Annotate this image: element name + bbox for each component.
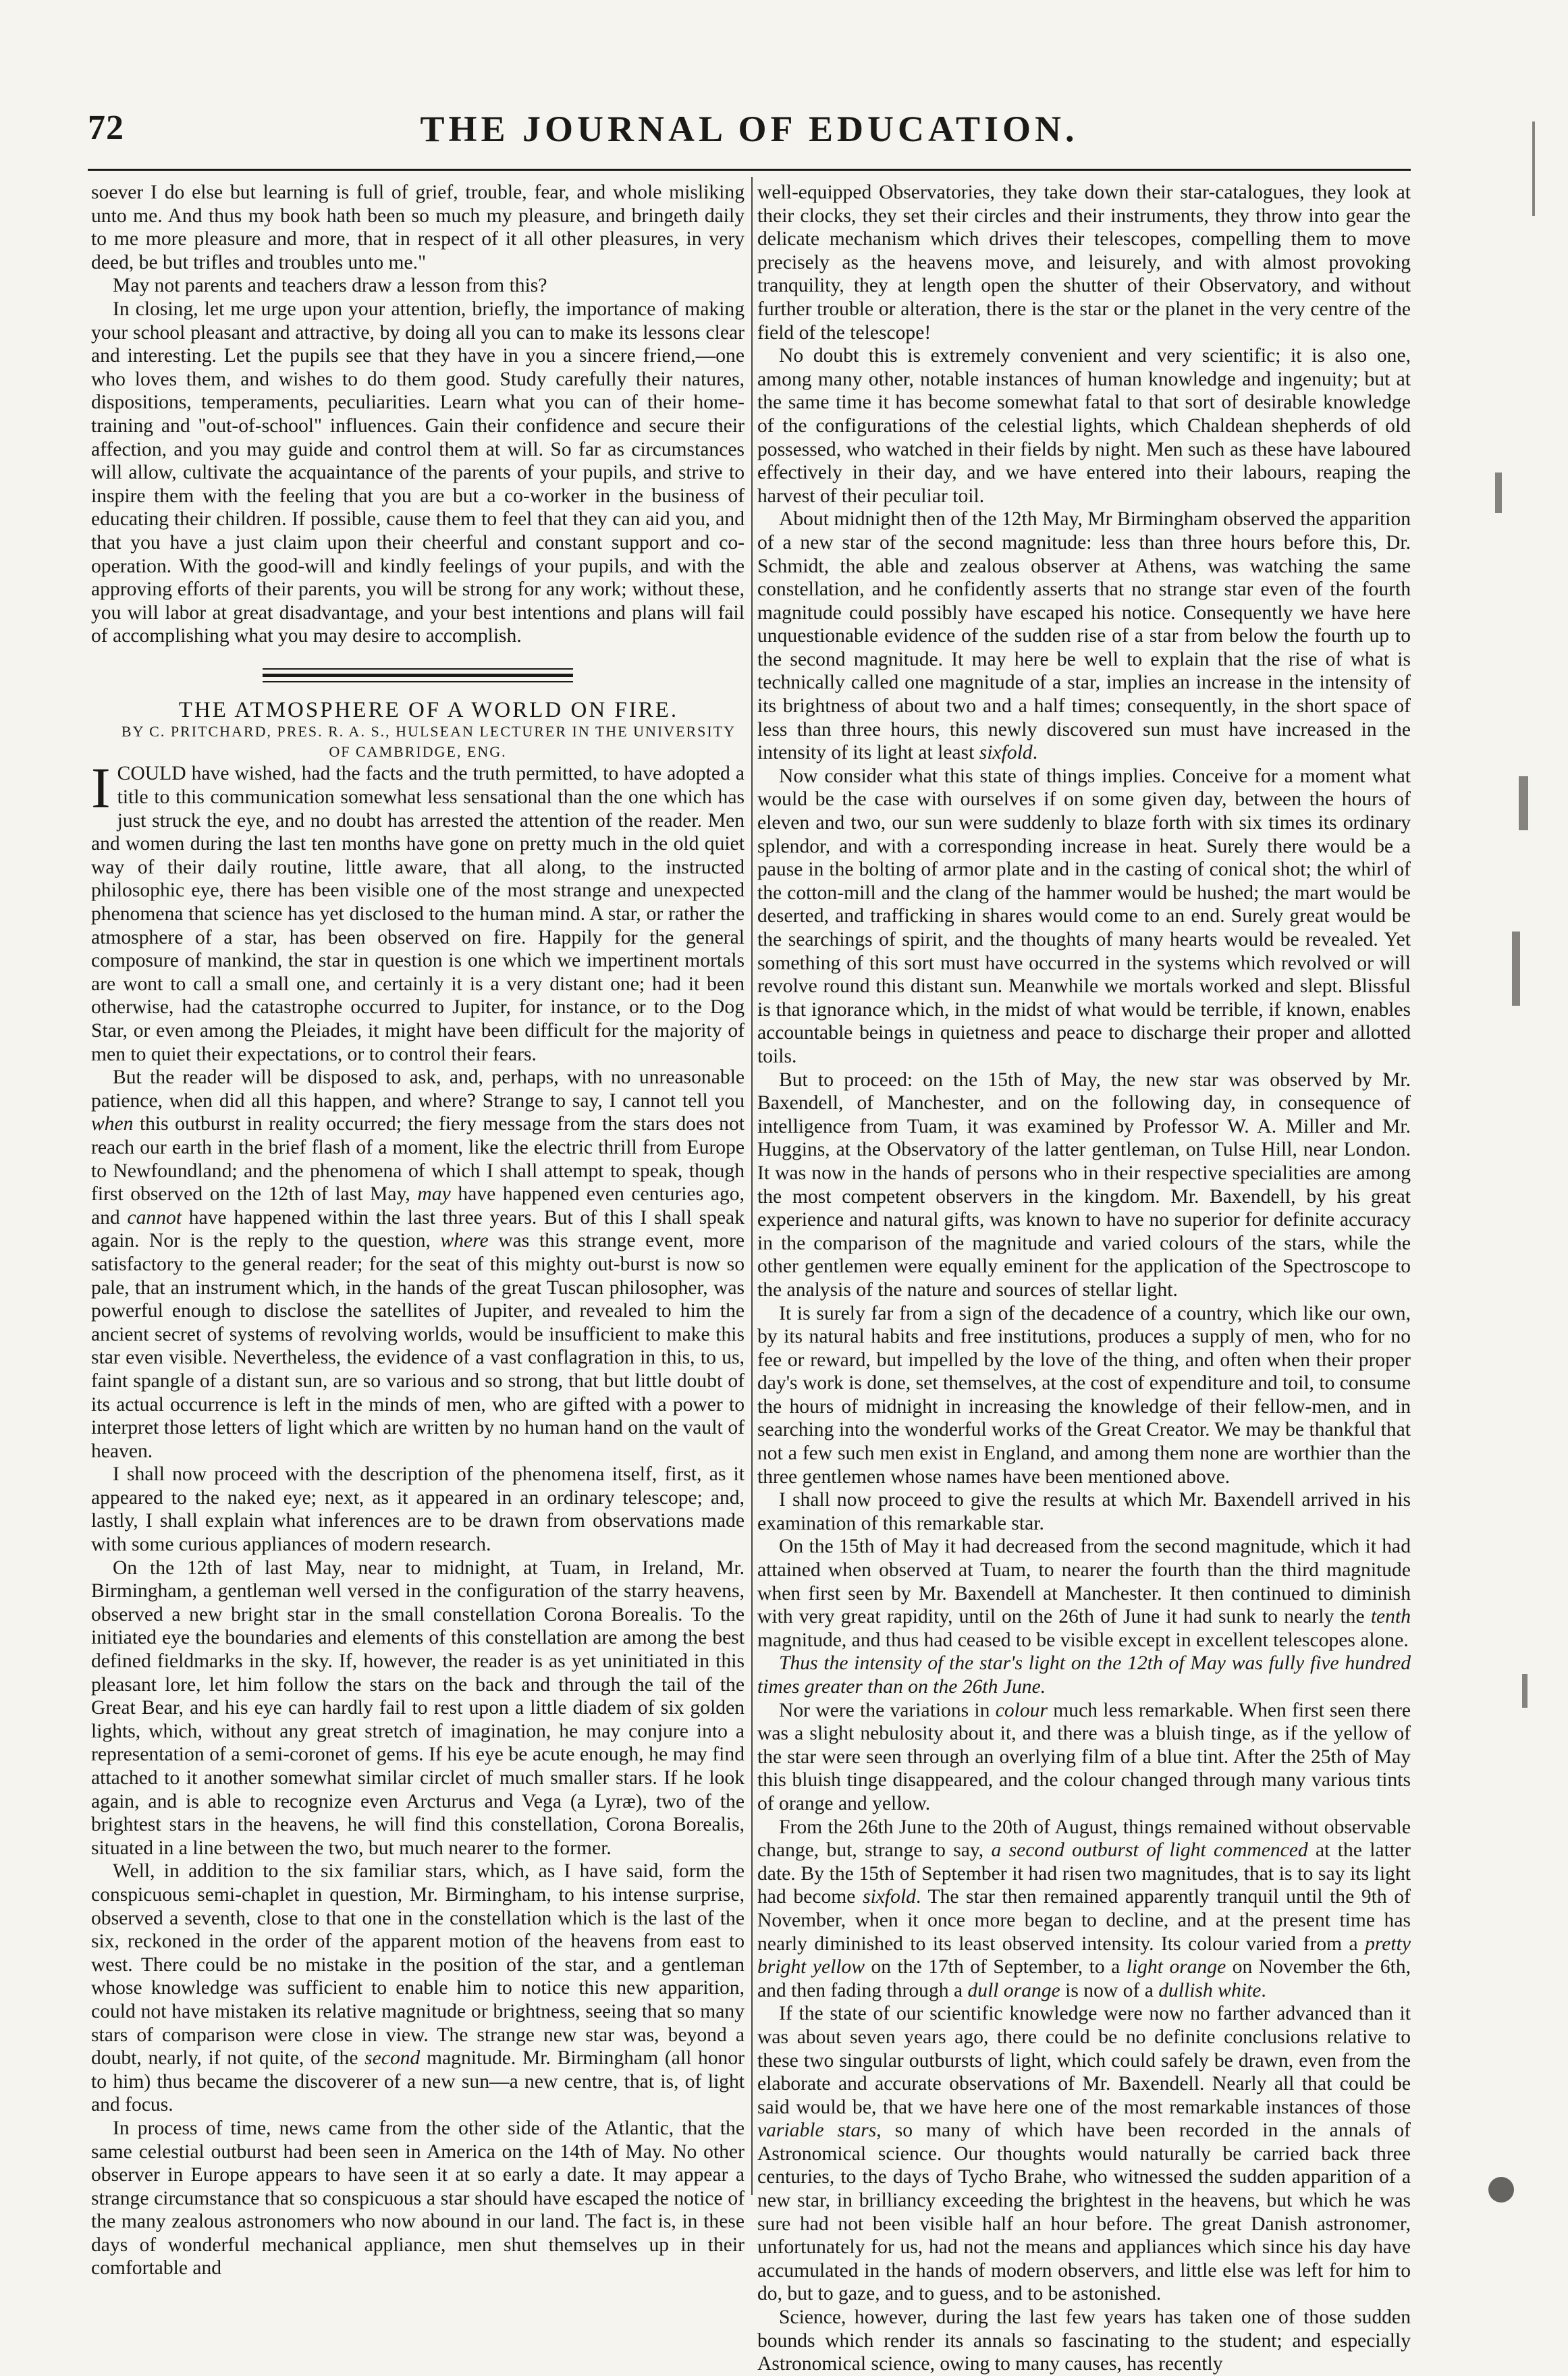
text-run: If the state of our scientific knowledge were now no farther advanced than it was about seven years ago, there could be no definite conclusions relative to these two singular outbursts of light, which could safely be drawn, even from the elaborate and accurate observations of Mr. Baxendell. Nearly all that could be said would be, that we have here one of the most remarkable instances of those <box>757 2003 1411 2118</box>
text-run: , so many of which have been recorded in the annals of Astronomical science. Our thoughts would naturally be carried back three centuries, to the days of Tycho Brahe, who witnessed the sudden apparition of a new star, in brilliancy exceeding the brightest in the heavens, but which he was sure had not been visible half an hour before. The great Danish astronomer, unfortunately for us, had not the means and appliances which since his day have accumulated in the hands of modern observers, and little else was left for him to do, but to gaze, and to guess, and to be astonished. <box>757 2120 1411 2305</box>
body-paragraph <box>757 1816 1411 2003</box>
italic-run: second <box>364 2047 421 2070</box>
page-number: 72 <box>88 109 124 147</box>
continued-paragraph: well-equipped Observatories, they take down their star-catalogues, they look at their clocks, they set their circles and their instruments, they throw into gear the delicate mechanism which drives their telescopes, compelling them to move precisely as the heavens move, and leisurely, and with almost provoking tranquility, they at length open the shutter of their Observatory, and without further trouble or alteration, there is the star or the planet in the very centre of the field of the telescope! <box>757 182 1411 344</box>
italic-run: may <box>417 1183 451 1206</box>
text-run: have happened even centuries ago, and <box>91 1183 745 1228</box>
body-paragraph: Now consider what this state of things implies. Conceive for a moment what would be the case with ourselves if on some given day, between the hours of eleven and two, our sun were suddenly to blaze forth with six times its ordinary splendor, and with a corresponding increase in heat. Surely there would be a pause in the bolting of armor plate and in the casting of conical shot; the whirl of the cotton-mill and the clang of the hammer would be hushed; the mart would be deserted, and trafficking in shares would come to an end. Surely great would be the searchings of spirit, and the thoughts of many hearts would be revealed. Yet something of this sort must have occurred in the systems which revolved or will revolve round this distant sun. Meanwhile we mortals worked and slept. Blissful is that ignorance which, in the midst of what would be terrible, if known, enables accountable beings in quietness and peace to discharge their proper and allotted toils. <box>757 765 1411 1067</box>
body-paragraph: In process of time, news came from the other side of the Atlantic, that the same celestial outburst had been seen in America on the 14th of May. No other observer in Europe appears to have seen it at so early a date. It may appear a strange circumstance that so conspicuous a star should have escaped the notice of the many zealous astronomers who now abound in our land. The fact is, in these days of wonderful mechanical appliance, men shut themselves up in their comfortable and <box>91 2117 745 2279</box>
italic-run: light orange <box>1126 1956 1226 1978</box>
body-paragraph <box>757 1535 1411 1652</box>
body-paragraph: In closing, let me urge upon your attention, briefly, the importance of making your school pleasant and attractive, by doing all you can to make its lessons clear and interesting. Let the pupils see that they have in you a sincere friend,—one who loves them, and wishes to do them good. Study carefully their natures, dispositions, temperaments, peculiarities. Learn what you can of their home-training and "out-of-school" influences. Gain their confidence and secure their affection, and you may guide and control them at will. So far as circumstances will allow, cultivate the acquaintance of the parents of your pupils, and strive to inspire them with the feeling that you are but a co-worker in the business of educating their children. If possible, cause them to feel that they can aid you, and that you have a just claim upon their cheerful and constant support and co-operation. With the good-will and kindly feelings of your pupils, and with the approving efforts of their parents, you will be strong for any work; without these, you will labor at great disadvantage, and your best intentions and plans will fail of accomplishing what you may desire to accomplish. <box>91 298 745 647</box>
text-run: on November the 6th, and then fading through a <box>757 1956 1411 2001</box>
text-run: Nor were the variations in <box>779 1699 996 1721</box>
header-rule <box>88 169 1411 171</box>
article-title: THE ATMOSPHERE OF A WORLD ON FIRE. <box>178 697 679 722</box>
article-byline: BY C. PRITCHARD, PRES. R. A. S., HULSEAN LECTURER IN THE UNIVERSITY OF CAMBRIDGE, ENG. <box>121 723 736 761</box>
first-paragraph <box>91 755 745 1066</box>
scan-edge-mark <box>1519 776 1528 830</box>
body-paragraph: But to proceed: on the 15th of May, the new star was observed by Mr. Baxendell, of Manchester, and on the following day, in consequence of intelligence from Tuam, it was examined by Professor W. A. Miller and Mr. Huggins, at the Observatory of the latter gentleman, on Tulse Hill, near London. It was now in the hands of persons who in their respective specialities are among the most competent observers in the kingdom. Mr. Baxendell, by his great experience and natural gifts, was known to have no superior for definite accuracy in the comparison of the magnitude and varied colours of the stars, while the other gentlemen were equally eminent for the application of the Spectroscope to the analysis of the nature and sources of stellar light. <box>757 1069 1411 1301</box>
text-run: magnitude. Mr. Birmingham (all honor to him) thus became the discoverer of a new sun—a new centre, that is, of light and focus. <box>91 2047 745 2116</box>
scan-edge-mark <box>1522 1674 1528 1708</box>
italic-run: tenth <box>1370 1606 1411 1628</box>
text-run: Well, in addition to the six familiar stars, which, as I have said, form the conspicuous semi-chaplet in question, Mr. Birmingham, to his intense surprise, observed a seventh, close to that one in the constellation which is the last of the six, reckoned in the order of the apparent motion of the heavens from east to west. There could be no mistake in the position of the star, and a gentleman whose knowledge was sufficient to enable him to notice this new apparition, could not have mistaken its relative magnitude or brightness, seeing that so many stars of comparison were close in view. The strange new star was, beyond a doubt, nearly, if not quite, of the <box>91 1860 745 2070</box>
body-paragraph: No doubt this is extremely convenient and very scientific; it is also one, among many other, notable instances of human knowledge and ingenuity; but at the same time it has become somewhat fatal to that sort of desirable knowledge of the configurations of the celestial lights, which Chaldean shepherds of old possessed, who watched in their fields by night. Men such as these have laboured effectively in their day, and we have entered into their labours, reaping the harvest of their peculiar toil. <box>757 345 1411 507</box>
italic-run: where <box>440 1230 489 1252</box>
first-paragraph-text: COULD have wished, had the facts and the truth permitted, to have adopted a title to this communication somewhat less sensational than the one which has just struck the eye, and no doubt has arrested the attention of the reader. Men and women during the last ten months have gone on pretty much in the old quiet way of their daily routine, little aware, that all along, to the instructed philosophic eye, there has been visible one of the most strange and unexpected phenomena that science has yet disclosed to the human mind. A star, or rather the atmosphere of a star, has been observed on fire. Happily for the general composure of mankind, the star in question is one which we impertinent mortals are wont to call a small one, and certainly it is a very distant one; had it been otherwise, had the catastrophe occurred to Jupiter, for instance, or to the Dog Star, or even among the Pleiades, it might have been difficult for the majority of men to quiet their expectations, or to control their fears. <box>91 763 745 1065</box>
right-column <box>757 181 1411 2376</box>
text-run: was this strange event, more satisfactory to the general reader; for the seat of this mighty out-burst is now so pale, that an instrument which, in the hands of the great Tuscan philosopher, was powerful enough to disclose the satellites of Jupiter, and revealed to him the ancient secret of systems of revolving worlds, would be insufficient to make this star even visible. Nevertheless, the evidence of a vast conflagration in this, to us, faint spangle of a distant sun, are so various and so strong, that but little doubt of its actual occurrence is left in the minds of men, who are gifted with a power to interpret those letters of light which are written by no human hand on the vault of heaven. <box>91 1230 745 1462</box>
column-divider <box>751 177 753 2195</box>
italic-run: pretty bright yellow <box>757 1933 1411 1978</box>
body-paragraph <box>757 1699 1411 1816</box>
body-paragraph <box>91 1860 745 2117</box>
italic-run: dull orange <box>967 1979 1060 2001</box>
italic-run: dullish white <box>1158 1979 1262 2001</box>
body-paragraph: May not parents and teachers draw a lesson from this? <box>113 275 547 297</box>
italic-run: sixfold <box>979 742 1033 764</box>
closing-quote-paragraph: soever I do else but learning is full of grief, trouble, fear, and whole misliking unto me. And thus my book hath been so much my pleasure, and bringeth daily to me more pleasure and more, that in respect of it all other pleasures, in very deed, be but trifles and troubles unto me." <box>91 182 745 273</box>
text-run: on the 17th of September, to a <box>865 1956 1127 1978</box>
text-run: About midnight then of the 12th May, Mr Birmingham observed the apparition of a new star of the second magnitude: less than three hours before this, Dr. Schmidt, the able and zealous observer at Athens, was watching the same constellation, and he confidently asserts that no strange star even of the fourth magnitude could possibly have escaped his notice. Consequently we have here unquestionable evidence of the sudden rise of a star from below the fourth up to the second magnitude. It may here be well to explain that the rise of what is technically called one magnitude of a star, implies an increase in the intensity of its brightness of about two and a half times; consequently, in the short space of less than three hours, this newly discovered sun must have increased in the intensity of its light at least <box>757 508 1411 764</box>
body-paragraph <box>91 1066 745 1463</box>
body-paragraph <box>757 2002 1411 2306</box>
italic-run: colour <box>995 1699 1048 1721</box>
scan-edge-mark <box>1495 473 1502 513</box>
text-run: From the 26th June to the 20th of August, things remained without observable change, but, strange to say, <box>757 1816 1411 1862</box>
text-run: magnitude, and thus had ceased to be visible except in excellent telescopes alone. <box>757 1629 1409 1651</box>
italic-run: cannot <box>127 1206 182 1228</box>
text-run: . <box>1032 742 1038 764</box>
journal-title: THE JOURNAL OF EDUCATION. <box>420 109 1079 149</box>
text-run: at the latter date. By the 15th of September it had risen two magnitudes, that is to say its light had become <box>757 1839 1411 1908</box>
text-run: . <box>1261 1979 1266 2001</box>
left-column <box>91 181 745 2280</box>
italic-run: when <box>91 1113 134 1135</box>
scan-edge-mark <box>1532 122 1535 216</box>
text-run: have happened within the last three years. But of this I shall speak again. Nor is the reply to the question, <box>91 1206 745 1252</box>
ink-smudge <box>1488 2177 1514 2203</box>
italic-run: sixfold <box>863 1886 916 1908</box>
text-run: . The star then remained apparently tranquil until the 9th of November, when it once more began to decline, and at the present time has nearly diminished to its least observed intensity. Its colour varied from a <box>757 1886 1411 1955</box>
text-run: this outburst in reality occurred; the fiery message from the stars does not reach our earth in the brief flash of a moment, like the electric thrill from Europe to Newfoundland; and the phenomena of which I shall attempt to speak, though first observed on the 12th of last May, <box>91 1113 745 1206</box>
text-run: is now of a <box>1060 1979 1159 2001</box>
text-run: much less remarkable. When first seen there was a slight nebulosity about it, and there was a bluish tinge, as if the yellow of the star were seen through an overlying film of a blue tint. After the 25th of May this bluish tinge disappeared, and the colour changed through many various tints of orange and yellow. <box>757 1699 1411 1814</box>
body-paragraph: I shall now proceed to give the results at which Mr. Baxendell arrived in his examination of this remarkable star. <box>757 1489 1411 1534</box>
body-paragraph: Science, however, during the last few years has taken one of those sudden bounds which render its annals so fascinating to the student; and especially Astronomical science, owing to many causes, has recently <box>757 2306 1411 2375</box>
running-head <box>88 108 1411 162</box>
text-run: But the reader will be disposed to ask, and, perhaps, with no unreasonable patience, when did all this happen, and where? Strange to say, I cannot tell you <box>91 1066 745 1112</box>
italic-paragraph <box>757 1652 1411 1698</box>
italic-run: Thus the intensity of the star's light on the 12th of May was fully five hundred times greater than on the 26th June. <box>757 1652 1411 1698</box>
section-ornament-rule <box>263 668 573 682</box>
body-paragraph <box>757 508 1411 765</box>
drop-cap: I <box>91 755 111 821</box>
italic-run: a second outburst of light commenced <box>991 1839 1308 1862</box>
text-run: On the 15th of May it had decreased from the second magnitude, which it had attained when observed at Tuam, to nearer the fourth than the third magnitude when first seen by Mr. Baxendell at Manchester. It then continued to diminish with very great rapidity, until on the 26th of June it had sunk to nearly the <box>757 1536 1411 1628</box>
body-paragraph: On the 12th of last May, near to midnight, at Tuam, in Ireland, Mr. Birmingham, a gentleman well versed in the configuration of the starry heavens, observed a new bright star in the small constellation Corona Borealis. To the initiated eye the boundaries and elements of this constellation are among the best defined fieldmarks in the sky. If, however, the reader is as yet uninitiated in this pleasant lore, let him follow the stars on the back and through the tail of the Great Bear, and his eye can hardly fail to rest upon a little diadem of six golden lights, which, without any great stretch of imagination, he may conjure into a representation of a semi-coronet of gems. If his eye be acute enough, he may find attached to it another somewhat similar circlet of much smaller stars. If he look again, and is able to recognize even Arcturus and Vega (a Lyræ), two of the brightest stars in the heavens, he will find this constellation, Corona Borealis, situated in a line between the two, but much nearer to the former. <box>91 1557 745 1859</box>
body-paragraph: It is surely far from a sign of the decadence of a country, which like our own, by its natural habits and free institutions, produces a supply of men, who for no fee or reward, but impelled by the love of the thing, and often when their proper day's work is done, set themselves, at the cost of expenditure and toil, to consume the hours of midnight in increasing the knowledge of their fellow-men, and in searching into the wonderful works of the Great Creator. We may be thankful that not a few such men exist in England, and among them none are worthier than the three gentlemen whose names have been mentioned above. <box>757 1302 1411 1488</box>
body-paragraph: I shall now proceed with the description of the phenomena itself, first, as it appeared to the naked eye; next, as it appeared in an ordinary telescope; and, lastly, I shall explain what inferences are to be drawn from observations made with some curious appliances of modern research. <box>91 1463 745 1556</box>
italic-run: variable stars <box>757 2120 877 2142</box>
scan-edge-mark <box>1512 932 1520 1006</box>
